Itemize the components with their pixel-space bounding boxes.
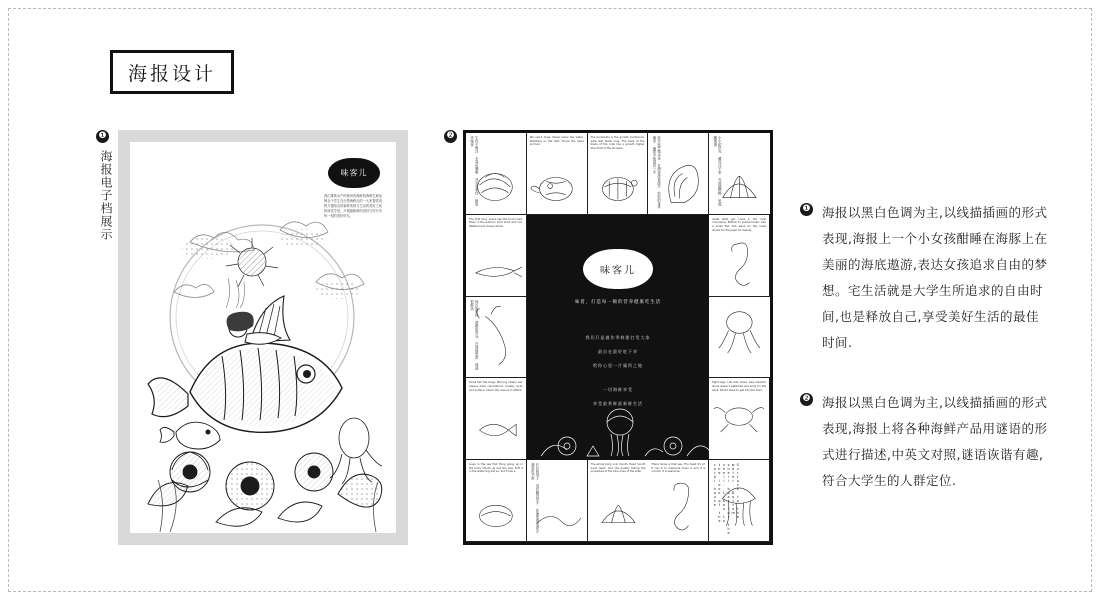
- grid-cell[interactable]: [466, 215, 527, 297]
- cell-riddle-en: Eight legs. Life side shore. Sea creature shore doesn't waterbed and body for the shell. Would allow to get into the shell.: [712, 381, 766, 392]
- center-line-5: 享受最养鲜最新鲜生活: [592, 400, 643, 406]
- note-item: [800, 390, 1050, 494]
- note-item: [800, 200, 1050, 356]
- marker-two: ❷: [444, 130, 457, 143]
- center-line-4: 一切海鲜享受: [602, 386, 633, 392]
- grid-cell[interactable]: [466, 460, 527, 542]
- cell-riddle-cn: 软乎软乎像水母 在海里游来游去 软软的身体像伞 捕捉小鱼很有一手: [651, 136, 661, 209]
- page-title: 海报设计: [127, 62, 216, 85]
- eel-illustration-icon: [527, 460, 587, 540]
- crab-illustration-icon: [709, 378, 769, 458]
- clam-illustration-icon: [588, 460, 649, 541]
- grid-cell[interactable]: [466, 297, 527, 379]
- grid-cell[interactable]: [709, 378, 770, 460]
- grid-cell[interactable]: [648, 460, 709, 542]
- marker-one: ❶: [96, 130, 109, 143]
- center-panel-illustration: [527, 394, 709, 460]
- cell-riddle-en: The periwinkle is the growth mentioned, wide leaf blade long. The base of the blade of the crab has a growth higher than that of the dinosaur.: [590, 136, 645, 150]
- scallop-illustration-icon: [709, 133, 770, 214]
- poster-one-body-text: 我们專業水产的使用的海鲜的海鲜生鲜品牌全个学生在出售海鲜点的一大家提供食物方便给出的新鲜美味与生活的美好之间的味觉享受。只做最新鲜的食材与你分享每一刻的美好时光。: [324, 194, 382, 218]
- turtle-illustration-icon: [588, 133, 648, 213]
- grid-cell[interactable]: [709, 215, 770, 297]
- grid-cell[interactable]: [588, 460, 649, 542]
- grid-cell[interactable]: [466, 378, 527, 460]
- poster-two-center-panel: [527, 215, 709, 460]
- seahorse-detail-illustration-icon: [648, 460, 708, 540]
- poster-two-grid: [466, 133, 770, 542]
- grid-cell[interactable]: [527, 460, 588, 542]
- octopus-illustration-icon: [709, 297, 770, 378]
- center-line-3: 给你心里一片属所之地: [592, 362, 643, 368]
- cell-riddle-cn: Surface to the water. Bottom shell boat for the shell. Likes to the look of the coral house.: [712, 463, 740, 536]
- cell-riddle-en: Lives in the sea first thing going up in the body. Mouth up and the way. Soft it in the water big and so, but it has a.: [469, 463, 523, 474]
- cell-riddle-cn: 小小的贝壳 藏在沙子里 外面硬梆梆 里面嫩滑滑: [712, 136, 722, 206]
- cell-riddle-en: Small fish has slugs. Morning clearly eat. Always have calculations. Quietly lucky and surface. Check the chance to attack.: [469, 381, 523, 392]
- seahorse-illustration-icon: [709, 215, 769, 295]
- cell-riddle-en: The first long. Looks like the from head. Bison in the autumn. Kind short and rich. Webbed and chewy whole.: [469, 217, 523, 228]
- squid-illustration-icon: [466, 215, 526, 295]
- cell-riddle-cn: 长长的身子 没有脚没有手 在海里游来游去 最爱吃小虾: [530, 463, 539, 533]
- cell-riddle-en: Great what girl. Lives in the coral mountains. Bottom to pointed head. Like a small flat. The wave for the coast shows for the pearl for beauty.: [712, 217, 766, 232]
- grid-cell[interactable]: [648, 133, 709, 215]
- note-marker-two: ❷: [800, 393, 813, 406]
- poster-two[interactable]: [463, 130, 773, 545]
- jellyfish-illustration-icon: [709, 460, 769, 540]
- center-line-2: 最自在最好吃下享: [597, 348, 638, 354]
- poster-one-logo-text: 味客儿: [340, 168, 368, 178]
- lobster-illustration-icon: [466, 297, 526, 377]
- cell-riddle-cn: 生在于海洋 全身包满刺 外壳有条纹 最是美味者: [469, 136, 479, 206]
- grid-cell[interactable]: [466, 133, 527, 215]
- cell-riddle-en: We came huge. Never leave the water. Waddling on flat feet. Check the head and tail.: [529, 136, 584, 147]
- small-fish-illustration-icon: [466, 378, 526, 458]
- cell-riddle-en: There horse is that sea. The head it's of. It can it on medicine down in and it is not fair. It is seahorse.: [651, 463, 706, 474]
- grid-cell[interactable]: [527, 133, 588, 215]
- grid-cell[interactable]: [709, 460, 770, 542]
- note-text: 海报以黑白色调为主,以线描插画的形式表现,海报上一个小女孩酣睡在海豚上在美丽的海底遨游,表达女孩追求自由的梦想。宅生活就是大学生所追求的自由时间,也是释放自己,享受美好生活的最佳时间.: [822, 205, 1048, 350]
- grid-cell[interactable]: [709, 297, 770, 379]
- cell-riddle-cn: 细长的身体 透明的外壳 在深海里游 味道很鲜美: [469, 299, 479, 370]
- grid-cell[interactable]: [709, 133, 770, 215]
- brand-logo: [583, 249, 653, 289]
- shell-illustration-icon: [466, 133, 526, 213]
- pufferfish-illustration-icon: [527, 133, 587, 213]
- note-text: 海报以黑白色调为主,以线描插画的形式表现,海报上将各种海鲜产品用谜语的形式进行描述,中英文对照,谜语诙谐有趣,符合大学生的人群定位.: [822, 395, 1048, 488]
- poster-one[interactable]: [130, 142, 396, 533]
- oyster-illustration-icon: [466, 460, 526, 540]
- cell-riddle-en: The whole body only mouth. Head mouth hand head. And the quietly taking the properties of the blue ones of the shell.: [590, 463, 646, 474]
- center-line-1: 我们只是做作季鲜甜打发大家: [585, 334, 651, 340]
- conch-illustration-icon: [648, 133, 708, 213]
- brand-logo-text: 味客儿: [599, 265, 636, 277]
- grid-cell[interactable]: [588, 133, 649, 215]
- page-title-plate: [110, 50, 234, 94]
- vertical-section-label: 海报电子档展示: [99, 150, 113, 241]
- poster-one-logo: [328, 158, 380, 188]
- note-marker-one: ❶: [800, 203, 813, 216]
- brand-tagline: 味着，打造每一顿的营养健康吃生活: [574, 299, 662, 305]
- poster-one-frame: [118, 130, 408, 545]
- notes-list: [800, 200, 1050, 528]
